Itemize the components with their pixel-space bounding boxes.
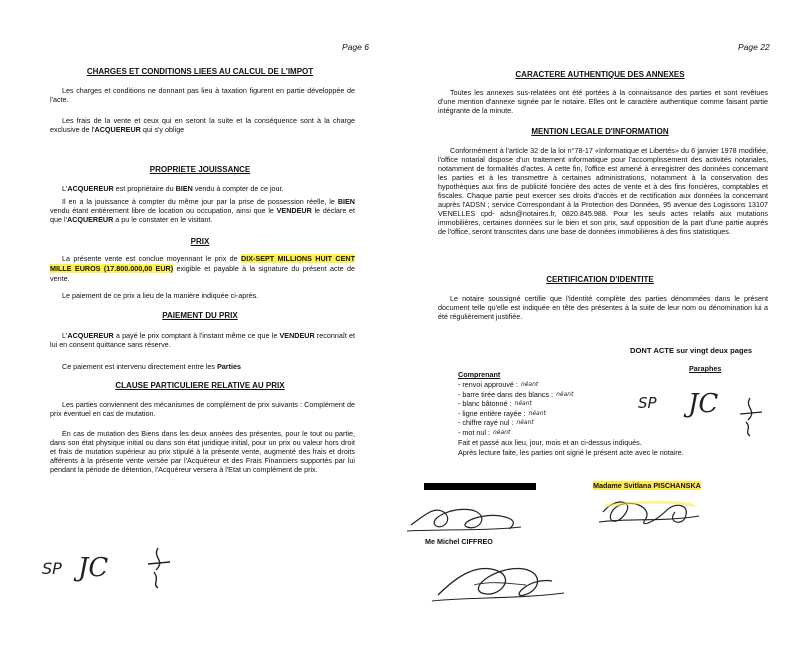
signature-pischanska — [595, 492, 705, 537]
redacted-name — [424, 483, 536, 490]
price-highlight: DIX-SEPT MILLIONS HUIT CENT MILLE EUROS (17.800.000,00 EUR) — [50, 254, 355, 273]
list-item: - chiffre rayé nul : néant — [458, 418, 534, 427]
paragraph: En cas de mutation des Biens dans les deux années des présentes, pour le tout ou partie, dans son état physique initial ou dans son état juridique initial, pour un prix ou valeur hors droit et frais de mutation supérieur au prix stipulé à la présente vente, augmenté des frais et droits afférents à la présente vente versée par l'Acquéreur et des Frais Financiers supportés par lui pendant la période de détention, l'Acquéreur versera à l'Etat un complément de prix. — [50, 429, 355, 474]
comprenant-list — [458, 380, 573, 437]
section-title: CHARGES ET CONDITIONS LIEES AU CALCUL DE L'IMPOT — [86, 67, 314, 76]
paragraph: L'ACQUEREUR est propriétaire du BIEN vendu à compter de ce jour. — [62, 184, 284, 193]
list-item: - renvoi approuvé : néant — [458, 380, 539, 389]
list-item: - blanc bâtonné : néant — [458, 399, 532, 408]
signature-party — [405, 495, 525, 540]
paragraph: Toutes les annexes sus-relatées ont été portées à la connaissance des parties et sont revêtues d'une mention d'annexe signée par le notaire. Elles ont le caractère authentique comme faisant partie intégrante de la minute. — [438, 88, 768, 115]
section-title: PAIEMENT DU PRIX — [162, 311, 238, 320]
paragraph: Ce paiement est intervenu directement entre les Parties — [62, 362, 241, 371]
comprenant-label: Comprenant — [458, 370, 501, 379]
paraphes-label: Paraphes — [689, 364, 722, 373]
page-number: Page 6 — [342, 42, 369, 52]
paragraph: Le paiement de ce prix a lieu de la manière indiquée ci-après. — [62, 291, 259, 300]
paragraph: L'ACQUEREUR a payé le prix comptant à l'instant même ce que le VENDEUR reconnaît et lui en consent quittance sans réserve. — [50, 331, 355, 349]
initial-jc: JC — [688, 389, 719, 419]
initial-sp: SP — [42, 559, 62, 578]
paragraph: Il en a la jouissance à compter du même jour par la prise de possession réelle, le BIEN vendu étant entièrement libre de location ou occupation, ainsi que le VENDEUR le déclare et que l'ACQUEREUR a pu le constater en le visitant. — [50, 197, 356, 224]
closing-line: Après lecture faite, les parties ont signé le présent acte avec le notaire. — [458, 448, 684, 457]
signatory-name: Madame Svitlana PISCHANSKA — [593, 481, 701, 490]
page-number: Page 22 — [738, 42, 770, 52]
section-title: CARACTERE AUTHENTIQUE DES ANNEXES — [515, 70, 685, 79]
list-item: - ligne entière rayée : néant — [458, 408, 546, 418]
paragraph: Les charges et conditions ne donnant pas lieu à taxation figurent en partie développée de l'acte. — [50, 86, 355, 104]
list-item: - mot nul : néant — [458, 427, 511, 437]
section-title: PRIX — [190, 237, 210, 246]
paragraph: Les frais de la vente et ceux qui en seront la suite et la conséquence sont à la charge exclusive de l'ACQUEREUR qui s'y oblige — [50, 116, 355, 134]
right-page — [400, 0, 800, 672]
signatory-name: Me Michel CIFFREO — [425, 537, 493, 546]
paragraph: Le notaire soussigné certifie que l'identité complète des parties dénommées dans le présent document telle qu'elle est indiquée en tête des présentes à la suite de leur nom ou dénomination lui a été régulièrement justifiée. — [438, 294, 768, 321]
section-title: PROPRIETE JOUISSANCE — [149, 165, 251, 174]
paragraph: Les parties conviennent des mécanismes de complément de prix suivants : Complément de prix éventuel en cas de mutation. — [50, 400, 355, 418]
paraphes-initials — [638, 378, 778, 428]
section-title: CLAUSE PARTICULIERE RELATIVE AU PRIX — [115, 381, 285, 390]
initials-signature — [40, 540, 190, 590]
initial-jc: JC — [78, 553, 109, 583]
paragraph: La présente vente est conclue moyennant le prix de DIX-SEPT MILLIONS HUIT CENT MILLE EUROS (17.800.000,00 EUR) exigible et payable à la signature du présent acte de vente. — [50, 254, 355, 283]
signature-ciffreo — [428, 555, 568, 610]
initial-sp: SP — [638, 394, 657, 412]
list-item: - barre tirée dans des blancs : néant — [458, 389, 574, 399]
section-title: CERTIFICATION D'IDENTITE — [546, 275, 654, 284]
paragraph: Conformément à l'article 32 de la loi n°78-17 «Informatique et Libertés» du 6 janvier 1978 modifiée, l'office notarial dispose d'un traitement informatique pour l'accomplissement des activités notariales, notamment de formalités d'actes. A cette fin, l'office est amené à enregistrer des données concernant les parties et à les transmettre à certaines administrations, notamment à la conservation des hypothèques aux fins de publicité foncière des actes de vente et à des fins foncières, comptables et fiscales. Chaque partie peut exercer ses droits d'accès et de rectification aux données la concernant auprès l'ADSN ; service Correspondant à la Protection des Données, 95 avenue des Logissons 13107 VENELLES cpd- adsn@notaires.fr, 0820.845.988. Pour les seuls actes relatifs aux mutations immobilières, certaines données sur le bien et son prix, sauf opposition de la part d'une partie auprès de l'office, seront transcrites dans une base de données immobilières à des fins statistiques. — [438, 146, 768, 236]
closing-line: Fait et passé aux lieu, jour, mois et an ci-dessus indiqués. — [458, 438, 642, 447]
section-title: MENTION LEGALE D'INFORMATION — [531, 127, 669, 136]
dont-acte: DONT ACTE sur vingt deux pages — [630, 346, 753, 355]
